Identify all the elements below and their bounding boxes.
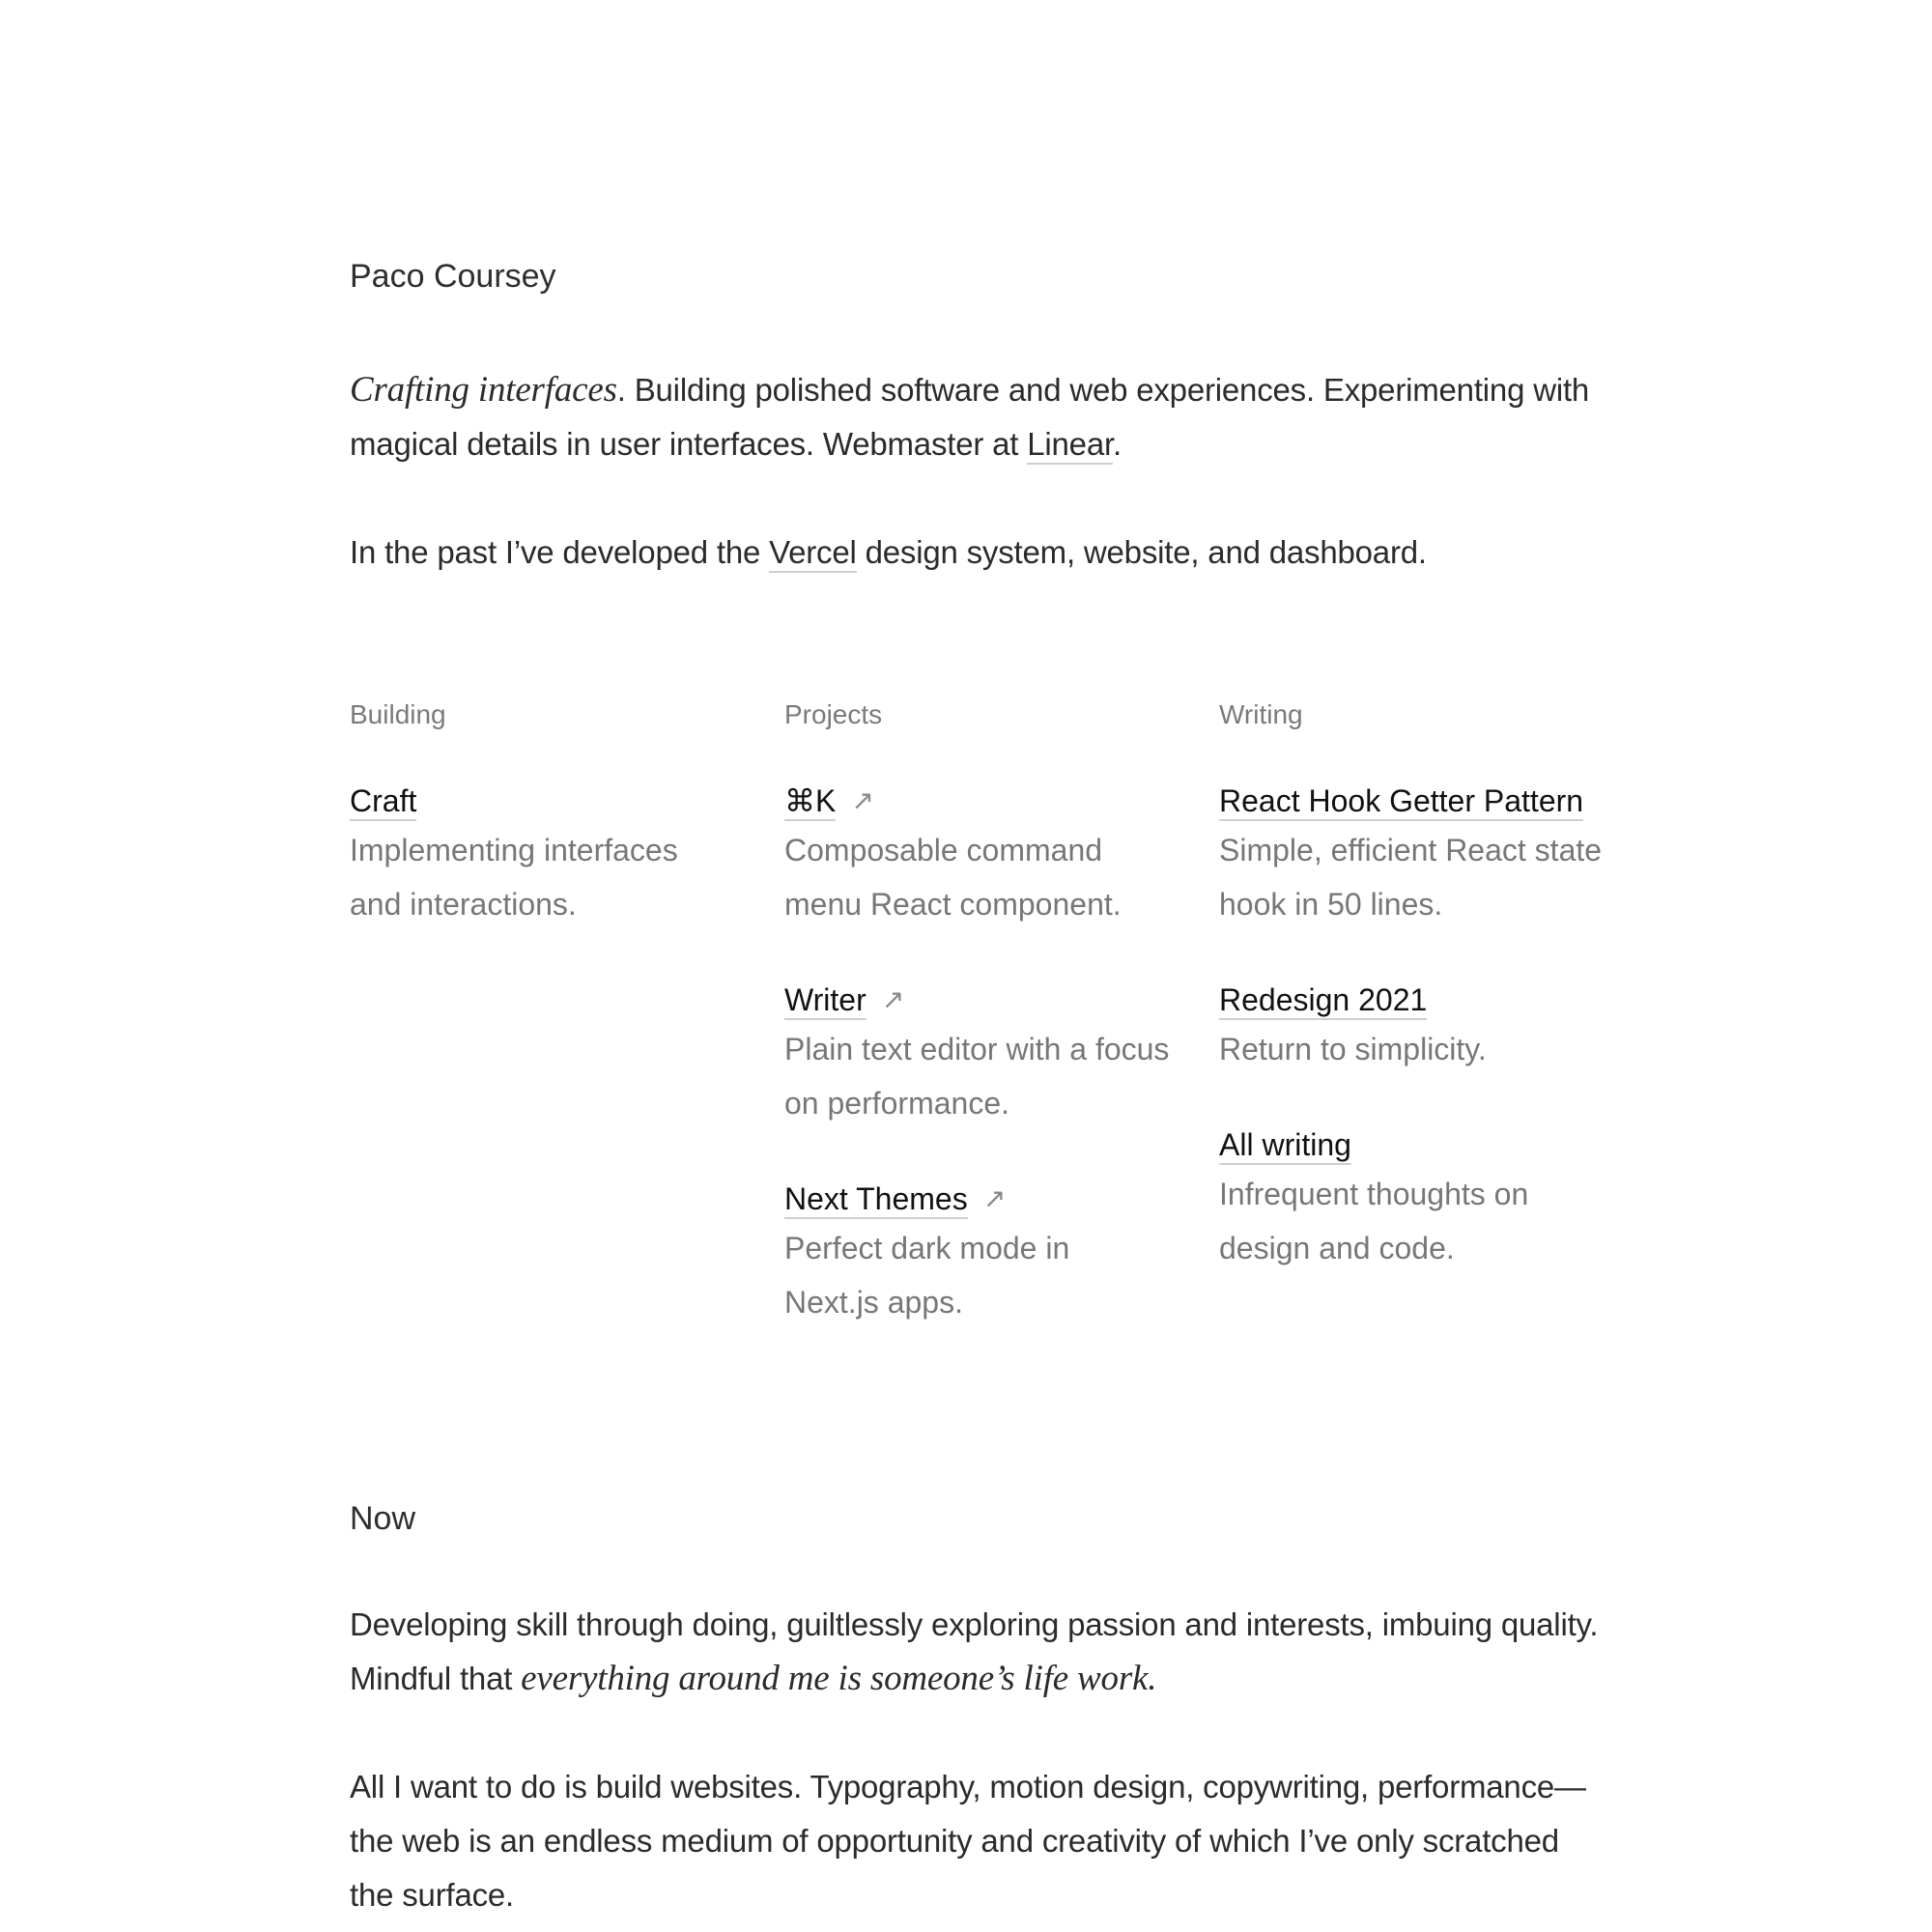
projects-column [784,696,1171,1376]
writing-column [1219,696,1605,1321]
projects-heading: Projects [784,699,883,729]
now-section [350,1598,1605,1922]
arrow-up-right-icon: ↗ [881,984,905,1014]
item-description: Composable command menu React component. [784,833,1122,922]
writing-heading: Writing [1219,699,1303,729]
item-description: Simple, efficient React state hook in 50 lines. [1219,833,1603,922]
redesign-2021-link[interactable]: Redesign 2021 [1219,982,1427,1020]
item-description: Plain text editor with a focus on performance. [784,1032,1170,1121]
writer-link[interactable]: Writer [784,982,867,1020]
list-item [784,1177,1171,1329]
all-writing-link[interactable]: All writing [1219,1127,1351,1165]
list-item [784,779,1171,931]
linear-link[interactable]: Linear [1027,426,1113,465]
vercel-link[interactable]: Vercel [769,534,857,573]
intro-paragraph [350,363,1596,471]
item-description: Implementing interfaces and interactions. [350,833,678,922]
tagline: Crafting interfaces [350,370,617,410]
craft-link[interactable]: Craft [350,783,416,821]
list-item [350,779,736,931]
cmdk-link[interactable]: ⌘K [784,783,836,821]
intro-text-end: . [1112,426,1122,462]
site-name: Paco Coursey [350,258,556,295]
item-description: Infrequent thoughts on design and code. [1219,1177,1529,1265]
now-heading: Now [350,1500,416,1537]
arrow-up-right-icon: ↗ [982,1183,1007,1213]
building-column [350,696,736,978]
intro-text: . Building polished software and web experiences. Experimenting with magical details in user interfaces. Webmaster at [350,372,1590,462]
now-paragraph-1 [350,1598,1605,1706]
list-item [1219,779,1605,931]
main-content [350,253,1603,1372]
now-paragraph-2: All I want to do is build websites. Typography, motion design, copywriting, performance—the web is an endless medium of opportunity and creativity of which I’ve only scratched the surface. [350,1769,1586,1913]
now-text: Developing skill through doing, guiltlessly exploring passion and interests, imbuing quality. Mindful that [350,1606,1599,1696]
sections-grid [350,696,1603,1372]
building-heading: Building [350,699,446,729]
react-hook-getter-link[interactable]: React Hook Getter Pattern [1219,783,1583,821]
list-item [1219,1122,1605,1275]
list-item [1219,978,1605,1076]
now-italic-text: everything around me is someone’s life work. [521,1659,1157,1698]
past-paragraph [350,526,1596,580]
arrow-up-right-icon: ↗ [851,785,874,815]
next-themes-link[interactable]: Next Themes [784,1181,968,1219]
item-description: Perfect dark mode in Next.js apps. [784,1231,1070,1320]
past-suffix: design system, website, and dashboard. [856,534,1427,570]
list-item [784,978,1171,1130]
item-description: Return to simplicity. [1219,1032,1487,1066]
past-prefix: In the past I’ve developed the [350,534,770,570]
